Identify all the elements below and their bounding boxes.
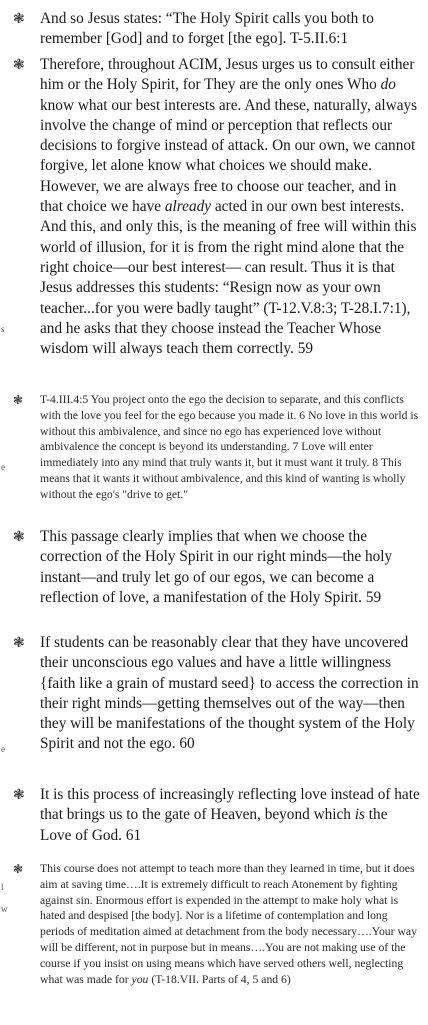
quote-text bbox=[40, 392, 422, 503]
text-run: This passage clearly implies that when we choose the correction of the Holy Spirit in our right minds—the holy instant—and truly let go of our egos, we can become a reflection of love, a manifestation of the Holy Spirit. 59 bbox=[40, 528, 393, 606]
flower-bullet-icon: ❃ bbox=[13, 862, 24, 876]
margin-mark: w bbox=[1, 904, 8, 914]
flower-bullet-icon: ❃ bbox=[13, 11, 25, 27]
quote-text bbox=[40, 861, 422, 987]
flower-bullet-icon: ❃ bbox=[13, 787, 25, 803]
text-run: Therefore, throughout ACIM, Jesus urges us to consult either him or the Holy Spirit, for They are the only ones Who bbox=[40, 56, 415, 94]
text-run: It is this process of increasingly reflecting love instead of hate that brings us to the gate of Heaven, beyond which bbox=[40, 786, 420, 824]
flower-bullet-icon: ❃ bbox=[13, 393, 24, 407]
flower-bullet-icon: ❃ bbox=[13, 57, 25, 73]
paragraph-text bbox=[40, 9, 422, 50]
emphasis-text: you bbox=[131, 972, 149, 986]
emphasis-text: already bbox=[164, 198, 212, 216]
text-run: This course does not attempt to teach more than they learned in time, but it does aim at saving time….It is extremely difficult to reach Atonement by fighting against sin. Enormous effort is expended in the attempt to make holy what is hated and despised [the body]. Nor is a lifetime of contemplation and long periods of meditation aimed at detachment from the body necessary….Your way will be different, not in purpose but in means….You are not making use of the course if you insist on using means which have served others well, neglecting what was made for bbox=[40, 862, 417, 986]
text-run: (T-18.VII. Parts of 4, 5 and 6) bbox=[148, 972, 291, 986]
quote-item bbox=[0, 861, 428, 987]
bullet-item bbox=[0, 527, 428, 608]
bullet-item bbox=[0, 55, 428, 359]
paragraph-text bbox=[40, 55, 422, 359]
margin-mark: e bbox=[1, 744, 5, 754]
text-run: If students can be reasonably clear that they have uncovered their unconscious ego values and have a little willingness {faith like a grain of mustard seed} to access the correction in their right minds—getting themselves out of the way—then they will be manifestations of the thought system of the Holy Spirit and not the ego. 60 bbox=[40, 634, 419, 753]
bullet-item bbox=[0, 633, 428, 755]
flower-bullet-icon: ❃ bbox=[13, 635, 25, 651]
flower-bullet-icon: ❃ bbox=[13, 529, 25, 545]
margin-mark: s bbox=[1, 324, 5, 334]
bullet-item bbox=[0, 9, 428, 50]
text-run: And so Jesus states: “The Holy Spirit calls you both to remember [God] and to forget [the ego]. T-5.II.6:1 bbox=[40, 10, 374, 48]
paragraph-text bbox=[40, 633, 422, 755]
text-run: acted in our own best interests. And this, and only this, is the meaning of free will within this world of illusion, for it is from the right mind alone that the right choice—our best interest— can result. Thus it is that Jesus addresses this students: “Resign now as your own teacher...for you were badly taught” (T-12.V.8:3; T-28.I.7:1), and he asks that they choose instead the Teacher Whose wisdom will always teach them correctly. 59 bbox=[40, 198, 417, 358]
margin-mark: l bbox=[1, 882, 4, 892]
paragraph-text bbox=[40, 527, 422, 608]
emphasis-text: do bbox=[380, 76, 396, 94]
text-run: the Love of God. 61 bbox=[40, 806, 388, 844]
quote-item bbox=[0, 392, 428, 503]
paragraph-text bbox=[40, 785, 422, 846]
text-run: know what our best interests are. And these, naturally, always involve the change of mind or perception that reflects our decisions to forgive instead of attack. On our own, we cannot forgive, let alone know what choices we should make. However, we are always free to choose our teacher, and in that choice we have bbox=[40, 96, 418, 216]
bullet-item bbox=[0, 785, 428, 846]
text-run: T-4.III.4:5 You project onto the ego the decision to separate, and this conflicts with the love you feel for the ego because you made it. 6 No love in this world is without this ambivalence, and since no ego has experienced love without ambivalence the concept is beyond its understanding. 7 Love will enter immediately into any mind that truly wants it, but it must want it truly. 8 This means that it wants it without ambivalence, and this kind of wanting is wholly without the ego's "drive to get." bbox=[40, 393, 419, 501]
margin-mark: e bbox=[1, 462, 5, 472]
emphasis-text: is bbox=[354, 806, 365, 824]
